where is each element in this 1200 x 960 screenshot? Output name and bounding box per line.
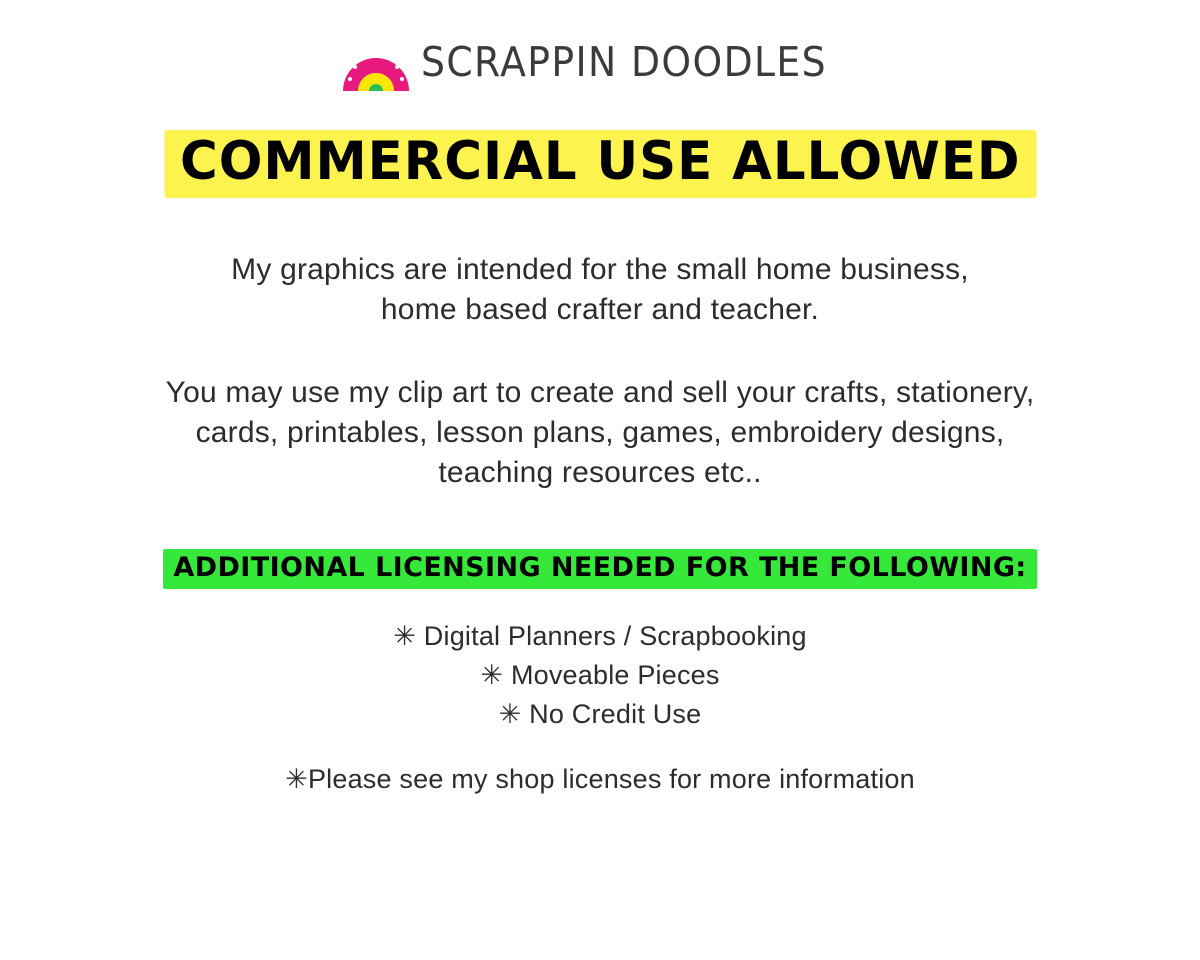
- list-item: ✳ Moveable Pieces: [480, 659, 720, 690]
- brand-header: [0, 0, 1200, 86]
- intro-line-1: My graphics are intended for the small home business,: [231, 252, 969, 286]
- footnote-shop-licenses: ✳Please see my shop licenses for more information: [285, 764, 915, 795]
- list-item: ✳ Digital Planners / Scrapbooking: [393, 620, 807, 651]
- sub-heading-row: [0, 549, 1200, 589]
- usage-line-2: cards, printables, lesson plans, games, embroidery designs,: [195, 416, 1005, 450]
- section-title-additional-licensing: ADDITIONAL LICENSING NEEDED FOR THE FOLLOWING:: [163, 549, 1036, 589]
- brand-name: SCRAPPIN DOODLES: [421, 37, 828, 86]
- licensing-bullet-list: [0, 617, 1200, 734]
- page-title: COMMERCIAL USE ALLOWED: [164, 130, 1036, 198]
- usage-line-3: teaching resources etc..: [438, 456, 762, 490]
- intro-line-2: home based crafter and teacher.: [380, 292, 820, 326]
- usage-line-1: You may use my clip art to create and sell your crafts, stationery,: [165, 376, 1035, 410]
- list-item: ✳ No Credit Use: [498, 699, 702, 730]
- main-heading-row: [0, 78, 1200, 198]
- intro-paragraph: [0, 250, 1200, 493]
